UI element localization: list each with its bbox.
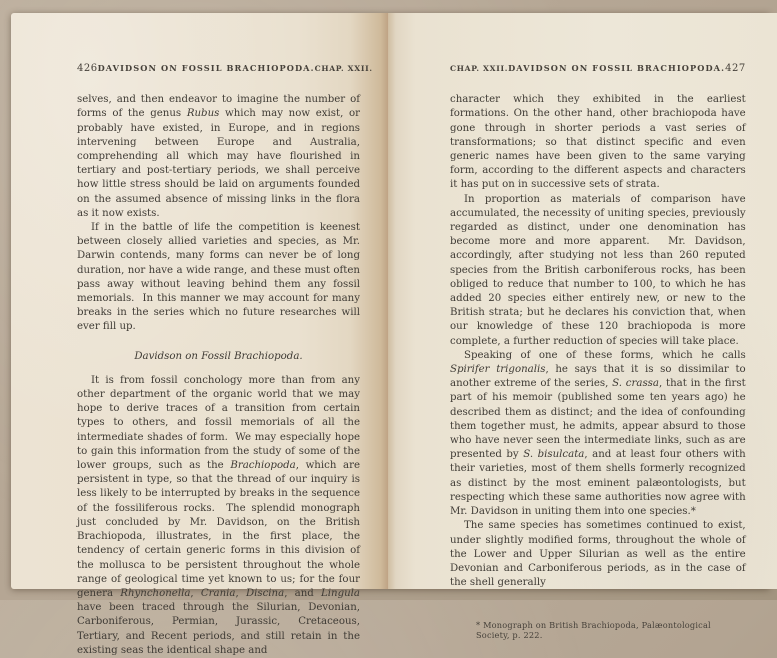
right-page-number: 427 (725, 63, 746, 74)
right-running-title: DAVIDSON ON FOSSIL BRACHIOPODA. (508, 63, 726, 73)
paragraph: The same species has sometimes continued to exist, under slightly modified forms, throughout the whole of the Lower and Upper Silurian as well as the entire Devonian and Carboniferous periods, as in the case of the shell generally (450, 520, 746, 589)
book-spread (11, 13, 770, 656)
left-page (11, 13, 388, 656)
footnote: * Monograph on British Brachiopoda, Palæontological Society, p. 222. (476, 620, 711, 641)
paragraph: Speaking of one of these forms, which he calls Spirifer trigonalis, he says that it is so dissimilar to another extreme of the series, S. crassa, that in the first part of his memoir (published some ten years ago) he described them as distinct; and the idea of confounding them together must, he admits, appear absurd to those who have never seen the intermediate links, such as are presented by S. bisulcata, and at least four others with their varieties, most of them shells formerly recognized as distinct by the most eminent palæontologists, but respecting which these same authorities now agree with Mr. Davidson in uniting them into one species.* (450, 349, 746, 518)
section-heading: Davidson on Fossil Brachiopoda. (134, 350, 303, 362)
paragraph: character which they exhibited in the earliest formations. On the other hand, other brachiopoda have gone through in shorter periods a vast series of transformations; so that distinct specific and even generic names have been given to the same varying form, according to the different aspects and characters it has put on in successive sets of strata. (450, 94, 746, 191)
paragraph: selves, and then endeavor to imagine the number of forms of the genus Rubus which may now exist, or probably have existed, in Europe, and in regions intervening between Europe and Australia, comprehending all which may have flourished in tertiary and post-tertiary periods, we shall perceive how little stress should be laid on arguments founded on the assumed absence of missing links in the flora as it now exists. (77, 94, 360, 219)
left-running-head (77, 61, 373, 76)
right-running-head (450, 61, 746, 76)
left-text-block (77, 93, 360, 658)
paragraph: If in the battle of life the competition is keenest between closely allied varieties and species, as Mr. Darwin contends, many forms can never be of long duration, nor have a wide range, and these must often pass away without leaving behind them any fossil memorials. In this manner we may account for many breaks in the series which no future researches will ever fill up. (77, 222, 360, 333)
left-running-title: DAVIDSON ON FOSSIL BRACHIOPODA. (97, 63, 315, 73)
right-page (388, 13, 777, 641)
left-chapter-label: CHAP. XXII. (314, 64, 373, 73)
left-page-number: 426 (77, 63, 98, 74)
right-text-block (450, 93, 746, 590)
paragraph: It is from fossil conchology more than from any other department of the organic world that we may hope to derive traces of a transition from certain types to others, and fossil memorials of all the intermediate shades of form. We may especially hope to gain this information from the study of some of the lower groups, such as the Brachiopoda, which are persistent in type, so that the thread of our inquiry is less likely to be interrupted by breaks in the sequence of the fossiliferous rocks. The splendid monograph just concluded by Mr. Davidson, on the British Brachiopoda, illustrates, in the first place, the tendency of certain generic forms in this division of the mollusca to be persistent throughout the whole range of geological time yet known to us; for the four genera Rhynchonella, Crania, Discina, and Lingula have been traced through the Silurian, Devonian, Carboniferous, Permian, Jurassic, Cretaceous, Tertiary, and Recent periods, and still retain in the existing seas the identical shape and (77, 374, 360, 656)
right-chapter-label: CHAP. XXII. (450, 64, 509, 73)
paragraph: In proportion as materials of comparison have accumulated, the necessity of uniting species, previously regarded as distinct, under one denomination has become more and more apparent. Mr. Davidson, accordingly, after studying not less than 260 reputed species from the British carboniferous rocks, has been obliged to reduce that number to 100, to which he has added 20 species either entirely new, or new to the British strata; but he declares his conviction that, when our knowledge of these 120 brachiopoda is more complete, a further reduction of species will take place. (450, 193, 746, 347)
